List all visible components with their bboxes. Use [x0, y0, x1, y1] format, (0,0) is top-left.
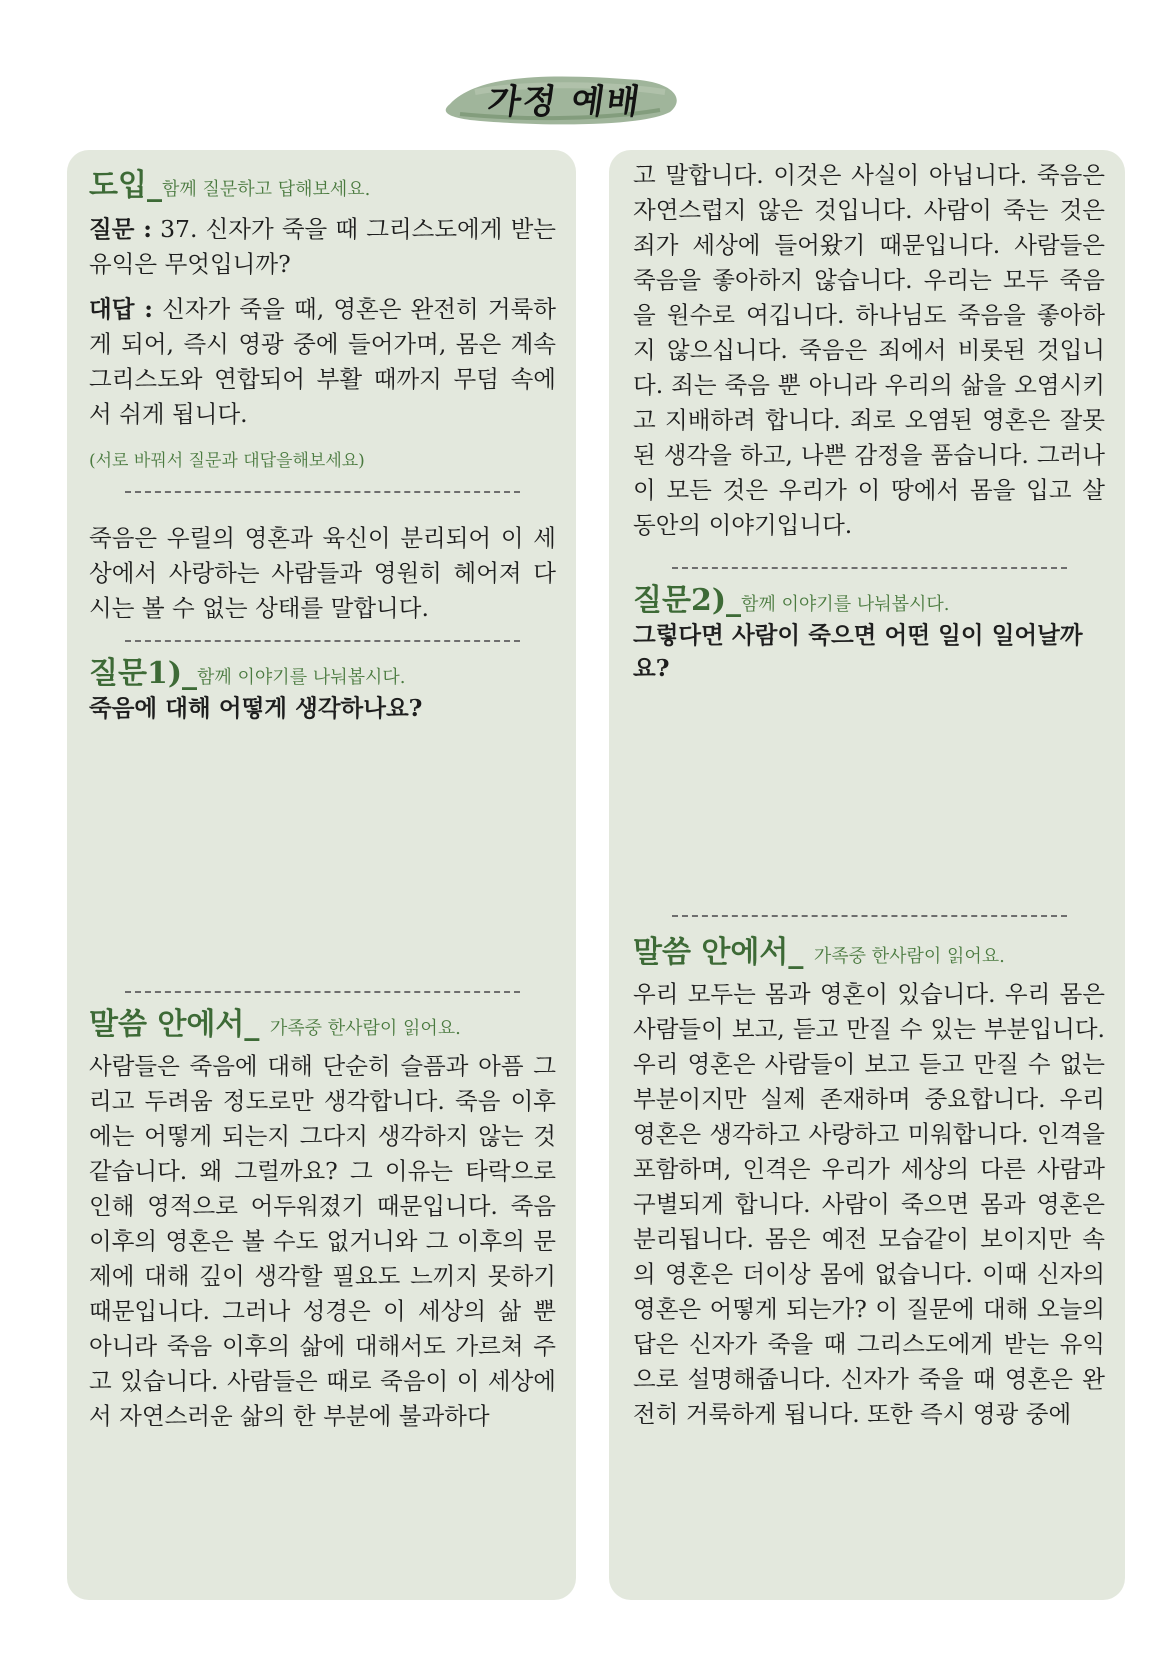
page-title-banner [440, 62, 690, 132]
question1-heading [89, 656, 556, 692]
intro-heading [89, 168, 556, 204]
scripture-reading-continued: 고 말합니다. 이것은 사실이 아닙니다. 죽음은 자연스럽지 않은 것입니다. 사람이 죽는 것은 죄가 세상에 들어왔기 때문입니다. 사람들은 죽음을 좋아하지 않습니다. 우리는 모두 죽음을 원수로 여깁니다. 하나님도 죽음을 좋아하지 않으십니다. 죽음은 죄에서 비롯된 것입니다. 죄는 죽음 뿐 아니라 우리의 삶을 오염시키고 지배하려 합니다. 죄로 오염된 영혼은 잘못된 생각을 하고, 나쁜 감정을 품습니다. 그러나 이 모든 것은 우리가 이 땅에서 몸을 입고 살 동안의 이야기입니다. [633, 161, 1105, 539]
answer-space [89, 725, 556, 991]
catechism-answer [89, 292, 556, 432]
swap-note: (서로 바꿔서 질문과 대답을해보세요) [89, 451, 365, 471]
answer-label: 대답 : [89, 295, 153, 323]
word-heading-right [633, 935, 1105, 971]
question2-heading-sub: 함께 이야기를 나눠봅시다. [741, 594, 950, 615]
intro-heading-sub: 함께 질문하고 답해보세요. [161, 179, 371, 200]
scripture-reading-right: 우리 모두는 몸과 영혼이 있습니다. 우리 몸은 사람들이 보고, 듣고 만질 수 있는 부분입니다. 우리 영혼은 사람들이 보고 듣고 만질 수 없는 부분이지만 실제 존재하며 중요합니다. 우리 영혼은 생각하고 사랑하고 미워합니다. 인격을 포함하며, 인격은 우리가 세상의 다른 사람과 구별되게 합니다. 사람이 죽으면 몸과 영혼은 분리됩니다. 몸은 예전 모습같이 보이지만 속의 영혼은 더이상 몸에 없습니다. 이때 신자의 영혼은 어떻게 되는가? 이 질문에 대해 오늘의 답은 신자가 죽을 때 그리스도에게 받는 유익으로 설명해줍니다. 신자가 죽을 때 영혼은 완전히 거룩하게 됩니다. 또한 즉시 영광 중에 [633, 980, 1105, 1428]
question1-heading-label: 질문1)_ [89, 656, 198, 691]
page-title: 가정 예배 [485, 82, 644, 122]
question1-text: 죽음에 대해 어떻게 생각하나요? [89, 694, 423, 722]
question-text: 37. 신자가 죽을 때 그리스도에게 받는 유익은 무엇입니까? [89, 215, 556, 278]
word-heading-label: 말씀 안에서_ [89, 1007, 260, 1042]
question-label: 질문 : [89, 215, 152, 243]
question2-heading-label: 질문2)_ [633, 583, 742, 618]
left-panel [67, 150, 576, 1600]
death-definition: 죽음은 우릴의 영혼과 육신이 분리되어 이 세상에서 사랑하는 사람들과 영원히 헤어져 다시는 볼 수 없는 상태를 말합니다. [89, 524, 556, 622]
intro-heading-label: 도입_ [89, 168, 162, 203]
right-panel [609, 150, 1125, 1600]
catechism-question [89, 212, 556, 282]
question2-heading [633, 583, 1105, 619]
word-heading-left [89, 1007, 556, 1043]
answer-text: 신자가 죽을 때, 영혼은 완전히 거룩하게 되어, 즉시 영광 중에 들어가며, 몸은 계속 그리스도와 연합되어 부활 때까지 무덤 속에서 쉬게 됩니다. [89, 295, 556, 428]
question2-text: 그렇다면 사람이 죽으면 어떤 일이 일어날까요? [633, 621, 1083, 682]
question1-heading-sub: 함께 이야기를 나눠봅시다. [197, 667, 406, 688]
word-heading-label: 말씀 안에서_ [633, 935, 804, 970]
answer-space [633, 685, 1105, 915]
word-heading-sub: 가족중 한사람이 읽어요. [813, 946, 1005, 967]
word-heading-sub: 가족중 한사람이 읽어요. [269, 1018, 461, 1039]
scripture-reading-left: 사람들은 죽음에 대해 단순히 슬픔과 아픔 그리고 두려움 정도로만 생각합니다. 죽음 이후에는 어떻게 되는지 그다지 생각하지 않는 것 같습니다. 왜 그럴까요? 그 이유는 타락으로 인해 영적으로 어두워졌기 때문입니다. 죽음 이후의 영혼은 볼 수도 없거니와 그 이후의 문제에 대해 깊이 생각할 필요도 느끼지 못하기 때문입니다. 그러나 성경은 이 세상의 삶 뿐 아니라 죽음 이후의 삶에 대해서도 가르쳐 주고 있습니다. 사람들은 때로 죽음이 이 세상에서 자연스러운 삶의 한 부분에 불과하다 [89, 1052, 556, 1430]
